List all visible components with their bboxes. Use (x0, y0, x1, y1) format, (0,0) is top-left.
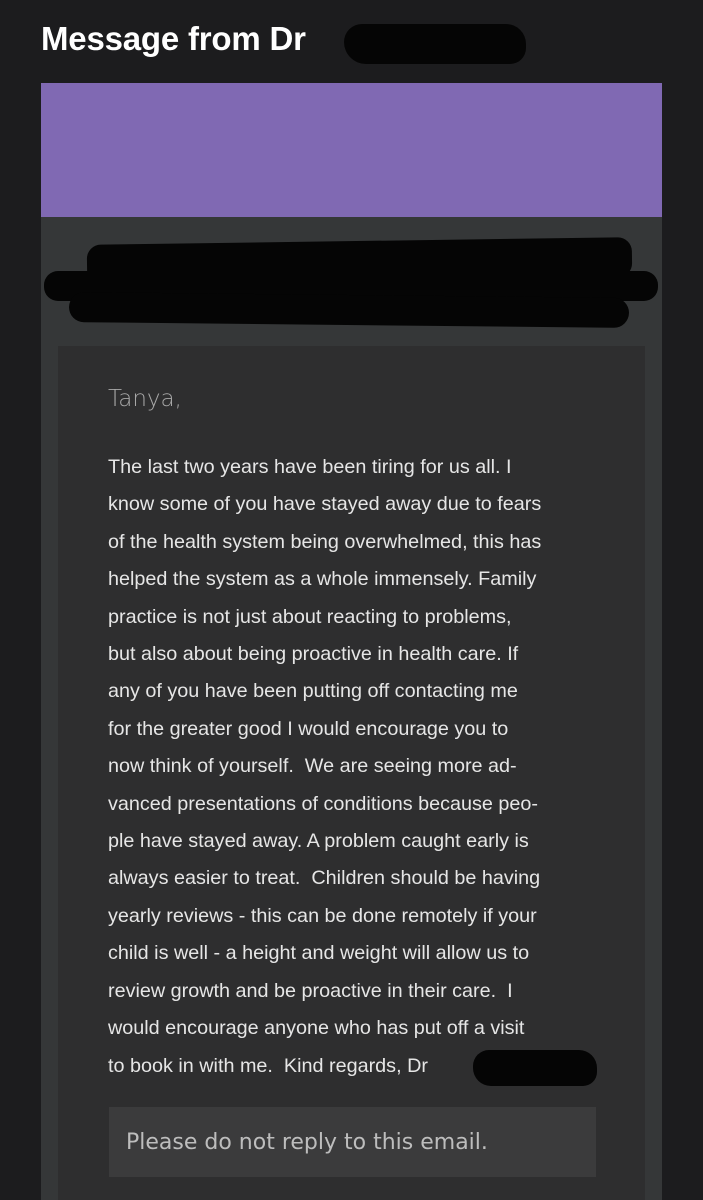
message-line: know some of you have stayed away due to fears (108, 493, 542, 516)
message-line: of the health system being overwhelmed, this has (108, 530, 542, 553)
message-line: always easier to treat. Children should be having (108, 867, 541, 890)
message-line: vanced presentations of conditions because peo- (108, 792, 538, 815)
title-name-redaction (344, 24, 526, 64)
no-reply-notice (109, 1107, 596, 1177)
message-line: would encourage anyone who has put off a visit (108, 1017, 525, 1040)
greeting: Tanya, (108, 386, 182, 412)
message-line: child is well - a height and weight will allow us to (108, 942, 530, 965)
message-line: yearly reviews - this can be done remotely if your (108, 904, 537, 927)
message-line: review growth and be proactive in their care. I (108, 979, 513, 1002)
email-banner (41, 83, 662, 217)
no-reply-text: Please do not reply to this email. (126, 1129, 488, 1155)
subject-redaction-stroke-2 (69, 292, 629, 328)
message-line: practice is not just about reacting to problems, (108, 605, 512, 628)
message-line: but also about being proactive in health care. If (108, 643, 519, 666)
page-title: Message from Dr (41, 20, 306, 57)
message-text (108, 449, 608, 1085)
message-line: The last two years have been tiring for us all. I (108, 456, 512, 478)
message-line: to book in with me. Kind regards, Dr (108, 1054, 428, 1077)
message-line: for the greater good I would encourage you to (108, 717, 509, 740)
message-line: now think of yourself. We are seeing more ad- (108, 755, 517, 778)
signature-redaction (473, 1050, 597, 1086)
message-line: helped the system as a whole immensely. Family (108, 568, 537, 591)
message-body (58, 346, 645, 1200)
message-line: ple have stayed away. A problem caught early is (108, 830, 529, 853)
page-header (41, 14, 306, 64)
email-card (41, 83, 662, 1200)
message-line: any of you have been putting off contacting me (108, 680, 518, 703)
